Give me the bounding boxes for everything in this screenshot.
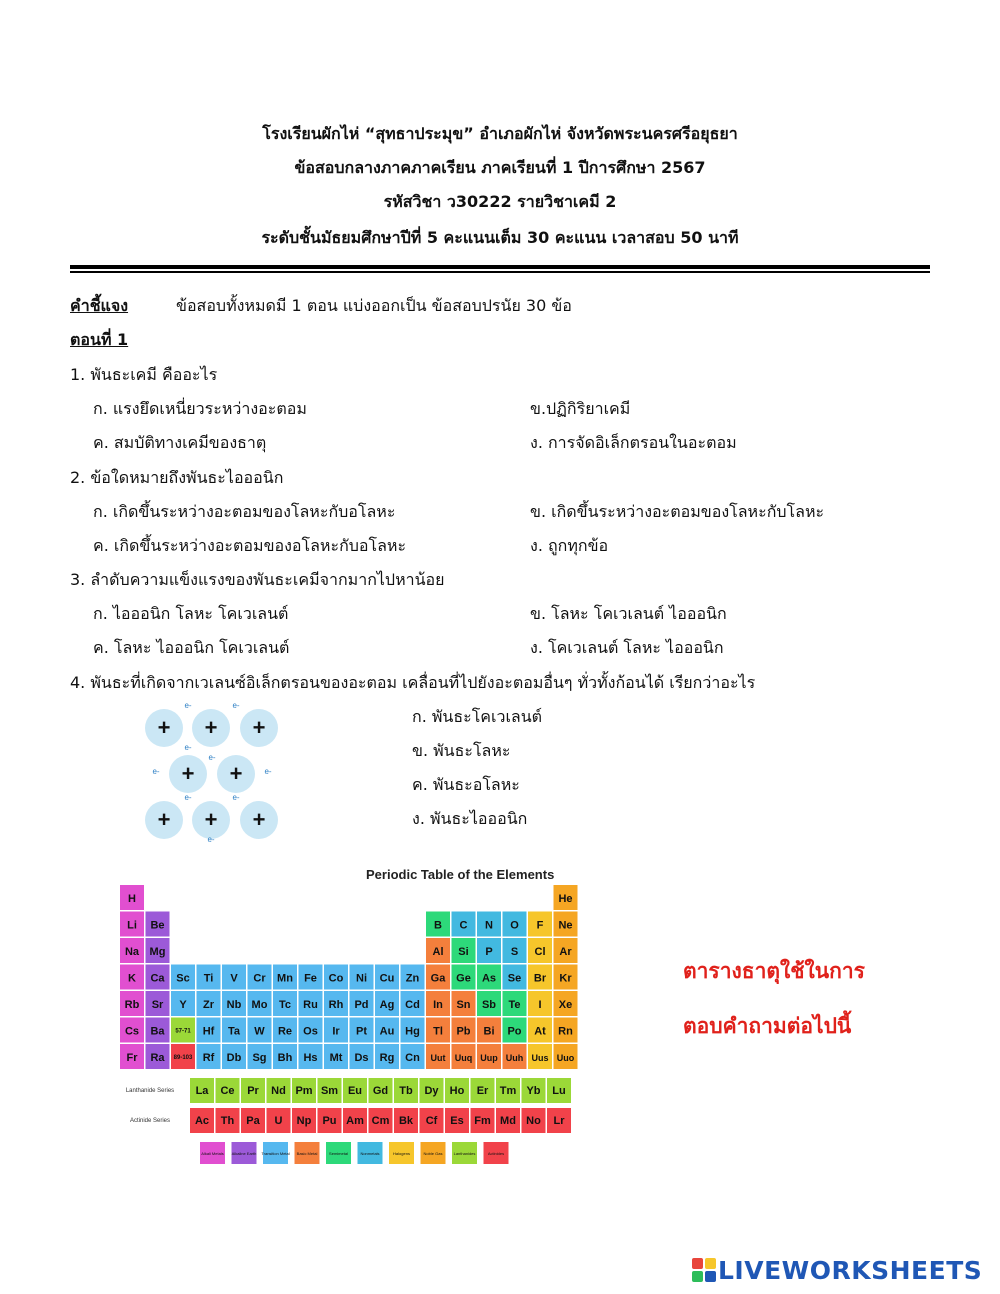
element-symbol: Ti [203,972,214,985]
element-symbol: W [254,1025,265,1038]
element-symbol: Er [476,1085,489,1097]
element-symbol: Zn [405,972,420,985]
element-symbol: Sc [176,972,190,985]
element-symbol: Rf [202,1052,215,1064]
element-symbol: Se [507,972,522,985]
element-symbol: Te [508,999,521,1011]
element-symbol: As [481,972,497,985]
positive-ion-label: + [204,715,218,740]
element-symbol: K [128,972,136,985]
element-symbol: Br [533,972,547,985]
periodic-table [110,860,610,1170]
element-symbol: H [128,893,136,905]
element-symbol: Xe [558,999,573,1011]
element-symbol: Cn [405,1052,420,1064]
element-symbol: Cm [371,1115,390,1127]
element-symbol: Cr [253,972,266,985]
element-symbol: Zr [203,999,214,1011]
section-title: ตอนที่ 1 [70,330,129,349]
subject-code: รหัสวิชา ว30222 รายวิชาเคมี 2 [383,192,617,211]
q3-option-d[interactable]: ง. โคเวเลนต์ โลหะ ไอออนิก [530,638,724,657]
element-symbol: Sn [456,999,471,1011]
q2-option-d[interactable]: ง. ถูกทุกข้อ [530,536,609,555]
element-symbol: Au [379,1025,395,1038]
element-symbol: Am [346,1115,364,1127]
instructions-label: คำชี้แจง [70,296,129,315]
element-symbol: Uuh [505,1053,524,1063]
element-symbol: Db [226,1052,242,1064]
element-symbol: Pb [456,1025,471,1038]
element-symbol: B [434,919,442,932]
element-symbol: Hf [202,1025,215,1038]
element-symbol: Th [220,1115,235,1127]
element-symbol: Ga [430,972,446,985]
element-symbol: Np [296,1115,312,1127]
element-symbol: Hg [405,1025,420,1038]
element-symbol: No [526,1115,541,1127]
q2-option-a[interactable]: ก. เกิดขึ้นระหว่างอะตอมของโลหะกับอโลหะ [93,502,396,521]
brand-name: LIVEWORKSHEETS [718,1255,983,1285]
q3-option-a[interactable]: ก. ไอออนิก โลหะ โคเวเลนต์ [93,604,289,623]
element-symbol: 57-71 [175,1028,191,1035]
element-symbol: Bh [277,1052,293,1064]
element-cells [120,885,578,1133]
element-symbol: Si [458,946,469,958]
element-symbol: Uuq [454,1053,473,1063]
liveworksheets-logo[interactable] [692,1254,982,1286]
element-symbol: Ge [456,972,471,985]
element-symbol: F [536,919,544,932]
q2-option-b[interactable]: ข. เกิดขึ้นระหว่างอะตอมของโลหะกับโลหะ [530,502,825,521]
element-symbol: Cs [124,1025,140,1038]
periodic-table-legend [200,1142,509,1164]
element-symbol: Eu [347,1085,363,1097]
electron-label: e- [207,835,215,844]
q4-option-c[interactable]: ค. พันธะอโลหะ [412,775,520,794]
electron-label: e- [184,743,192,752]
legend-label: Lanthanides [453,1151,476,1156]
q3-option-c[interactable]: ค. โลหะ ไอออนิก โคเวเลนต์ [93,638,290,657]
element-symbol: La [195,1085,209,1097]
element-symbol: Mt [329,1052,343,1064]
actinide-series-label: Actinide Series [129,1118,171,1124]
element-symbol: Cl [534,946,546,958]
ion-group [145,709,278,839]
q4-option-d[interactable]: ง. พันธะไอออนิก [412,809,528,828]
element-symbol: Sb [481,999,497,1011]
element-symbol: Es [450,1115,464,1127]
element-symbol: In [433,999,443,1011]
element-symbol: Tb [399,1085,413,1097]
electron-label: e- [232,793,240,802]
question-3: 3. ลำดับความแข็งแรงของพันธะเคมีจากมากไปหาน้อย [70,570,445,589]
legend-label: Basic Metal [296,1151,318,1156]
element-symbol: Fr [126,1052,138,1064]
exam-details: ระดับชั้นมัธยมศึกษาปีที่ 5 คะแนนเต็ม 30 คะแนน เวลาสอบ 50 นาที [261,228,739,247]
element-symbol: Md [500,1115,516,1127]
lanthanide-series-label: Lanthanide Series [125,1088,175,1094]
header-rule-thick [70,265,930,269]
metallic-bond-diagram [140,702,290,844]
element-symbol: Os [303,1025,318,1038]
element-symbol: Bk [398,1115,414,1127]
element-symbol: Ca [150,972,165,985]
element-symbol: Rh [328,999,344,1011]
element-symbol: Hs [303,1052,318,1064]
element-symbol: Ce [220,1085,235,1097]
element-symbol: P [485,946,493,958]
element-symbol: Ho [449,1085,465,1097]
legend-label: Transition Metal [261,1151,290,1156]
element-symbol: He [558,893,573,905]
element-symbol: Yb [526,1085,541,1097]
element-symbol: Mo [251,999,268,1011]
element-symbol: Kr [559,972,572,985]
q4-option-a[interactable]: ก. พันธะโคเวเลนต์ [412,707,543,726]
question-2: 2. ข้อใดหมายถึงพันธะไอออนิก [70,468,284,487]
element-symbol: Re [277,1025,293,1038]
question-1: 1. พันธะเคมี คืออะไร [70,365,218,384]
element-symbol: S [510,946,519,958]
positive-ion-label: + [181,761,195,786]
element-symbol: Pt [356,1025,367,1038]
element-symbol: Pu [322,1115,337,1127]
element-symbol: Be [150,919,165,932]
element-symbol: Ra [150,1052,165,1064]
brand-logo-icon [692,1258,716,1282]
periodic-table-title: Periodic Table of the Elements [366,867,555,882]
element-symbol: Pr [247,1085,259,1097]
header-rule-thin [70,271,930,273]
element-symbol: Mg [149,946,166,958]
electron-label: e- [184,702,192,710]
element-symbol: Ac [194,1115,210,1127]
element-symbol: O [510,919,519,932]
element-symbol: Nb [226,999,242,1011]
q4-option-b[interactable]: ข. พันธะโลหะ [412,741,511,760]
element-symbol: Sg [252,1052,267,1064]
electron-label: e- [264,767,272,776]
positive-ion-label: + [229,761,243,786]
table-note-line2: ตอบคำถามต่อไปนี้ [683,1014,852,1038]
element-symbol: Uus [531,1053,549,1063]
element-symbol: Rn [558,1025,573,1038]
element-symbol: Uup [480,1053,498,1063]
element-symbol: Al [432,946,444,958]
electron-label: e- [232,702,240,710]
element-symbol: I [538,999,542,1011]
element-symbol: Cf [425,1115,438,1127]
element-symbol: Tm [499,1085,517,1097]
table-note-line1: ตารางธาตุใช้ในการ [683,959,865,983]
element-symbol: 89-103 [173,1055,193,1061]
element-symbol: U [274,1115,283,1127]
element-symbol: Rg [379,1052,395,1064]
element-symbol: Cd [405,999,420,1011]
element-symbol: Lu [552,1085,566,1097]
element-symbol: Fm [474,1115,491,1127]
legend-label: Halogens [393,1151,410,1156]
legend-label: Noble Gas [423,1151,443,1156]
instructions-text: ข้อสอบทั้งหมดมี 1 ตอน แบ่งออกเป็น ข้อสอบปรนัย 30 ข้อ [176,296,572,315]
element-symbol: Lr [553,1115,565,1127]
positive-ion-label: + [204,807,218,832]
element-symbol: Sm [320,1085,339,1097]
element-symbol: Uut [430,1053,446,1063]
element-symbol: Dy [424,1085,439,1097]
element-symbol: Cu [379,972,395,985]
element-symbol: Pa [246,1115,260,1127]
element-symbol: Ag [379,999,395,1011]
legend-label: Nonmetals [360,1151,380,1156]
q3-option-b[interactable]: ข. โลหะ โคเวเลนต์ ไอออนิก [530,604,727,623]
q1-option-c[interactable]: ค. สมบัติทางเคมีของธาตุ [93,433,267,452]
element-symbol: Ta [227,1025,241,1038]
q1-option-a[interactable]: ก. แรงยึดเหนี่ยวระหว่างอะตอม [93,399,307,418]
school-name: โรงเรียนผักไห่ “สุทธาประมุข” อำเภอผักไห่ จังหวัดพระนครศรีอยุธยา [262,124,738,143]
element-symbol: C [459,919,468,932]
electron-label: e- [208,753,216,762]
element-symbol: At [534,1025,546,1038]
element-symbol: Co [328,972,344,985]
element-symbol: Fe [304,972,317,985]
element-symbol: Gd [372,1085,389,1097]
element-symbol: Ba [150,1025,165,1038]
legend-label: Alkali Metals [201,1151,224,1156]
element-symbol: Ds [354,1052,369,1064]
element-symbol: Tl [433,1025,443,1038]
element-symbol: Rb [124,999,140,1011]
element-symbol: Pd [354,999,369,1011]
legend-label: Alkaline Earth [231,1151,257,1156]
element-symbol: V [230,972,238,985]
element-symbol: Uuo [556,1053,575,1063]
electron-label: e- [184,793,192,802]
element-symbol: Y [179,999,187,1011]
element-symbol: Po [507,1025,522,1038]
element-symbol: Li [127,919,137,932]
positive-ion-label: + [252,715,266,740]
positive-ion-label: + [252,807,266,832]
q2-option-c[interactable]: ค. เกิดขึ้นระหว่างอะตอมของอโลหะกับอโลหะ [93,536,407,555]
element-symbol: Bi [483,1025,495,1038]
exam-title: ข้อสอบกลางภาคภาคเรียน ภาคเรียนที่ 1 ปีการศึกษา 2567 [294,158,706,177]
legend-label: Semimetal [329,1151,348,1156]
q1-option-d[interactable]: ง. การจัดอิเล็กตรอนในอะตอม [530,433,737,452]
element-symbol: Ni [356,972,367,985]
element-symbol: Sr [151,999,164,1011]
element-symbol: Ir [332,1025,340,1038]
electron-label: e- [152,767,160,776]
element-symbol: Ne [558,919,573,932]
element-symbol: Ar [559,946,572,958]
element-symbol: Mn [277,972,293,985]
positive-ion-label: + [157,715,171,740]
element-symbol: Nd [271,1085,286,1097]
positive-ion-label: + [157,807,171,832]
legend-label: Actinides [487,1151,505,1156]
q1-option-b[interactable]: ข.ปฏิกิริยาเคมี [530,399,631,418]
element-symbol: Pm [295,1085,313,1097]
element-symbol: N [485,919,493,932]
question-4: 4. พันธะที่เกิดจากเวเลนซ์อิเล็กตรอนของอะตอม เคลื่อนที่ไปยังอะตอมอื่นๆ ทั่วทั้งก้อนได้ เรียกว่าอะไร [70,673,756,692]
element-symbol: Na [124,946,140,958]
element-symbol: Tc [278,999,292,1011]
element-symbol: Ru [303,999,318,1011]
